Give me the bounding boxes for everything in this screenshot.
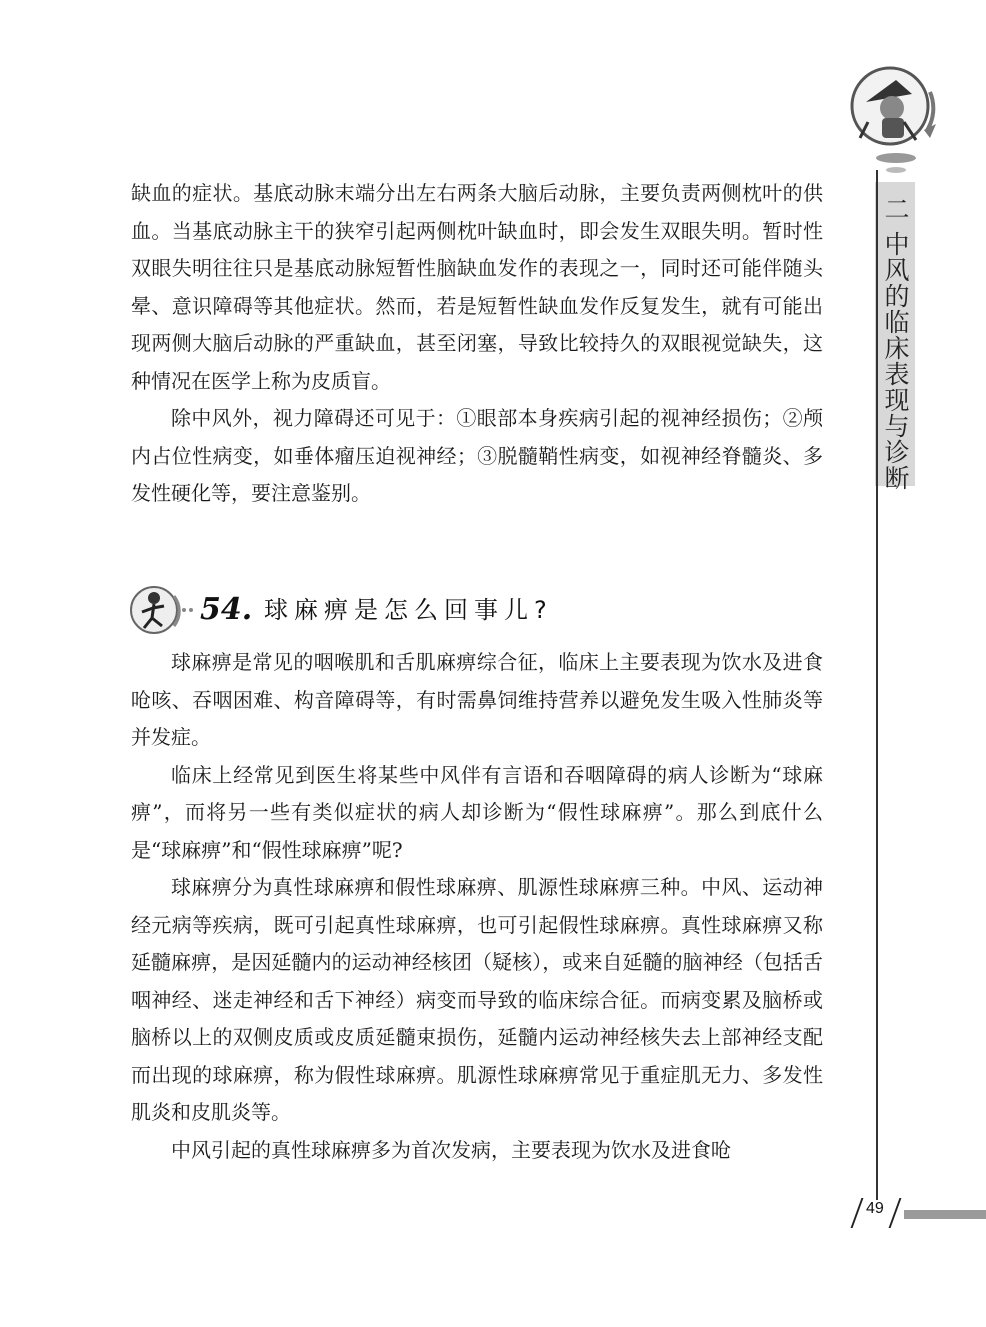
page-number: 49 (866, 1200, 884, 1217)
paragraph: 除中风外，视力障碍还可见于：①眼部本身疾病引起的视神经损伤；②颅内占位性病变，如垂体瘤压迫视神经；③脱髓鞘性病变，如视神经脊髓炎、多发性硬化等，要注意鉴别。 (131, 406, 823, 505)
paragraph: 缺血的症状。基底动脉末端分出左右两条大脑后动脉，主要负责两侧枕叶的供血。当基底动脉主干的狭窄引起两侧枕叶缺血时，即会发生双眼失明。暂时性双眼失明往往只是基底动脉短暂性脑缺血发作的表现之一，同时还可能伴随头晕、意识障碍等其他症状。然而，若是短暂性缺血发作反复发生，就有可能出现两侧大脑后动脉的严重缺血，甚至闭塞，导致比较持久的双眼视觉缺失，这种情况在医学上称为皮质盲。 (131, 181, 823, 393)
paragraph: 临床上经常见到医生将某些中风伴有言语和吞咽障碍的病人诊断为“球麻痹”，而将另一些有类似症状的病人却诊断为“假性球麻痹”。那么到底什么是“球麻痹”和“假性球麻痹”呢? (131, 762, 823, 862)
page-bar (904, 1210, 986, 1219)
paragraph: 中风引起的真性球麻痹多为首次发病，主要表现为饮水及进食呛 (171, 1137, 731, 1162)
section-title: 球麻痹是怎么回事儿? (264, 596, 553, 624)
text-block-bottom (131, 644, 823, 1169)
chapter-label: 二 中风的临床表现与诊断 (881, 196, 910, 491)
cartoon-doctor-logo-icon (846, 62, 948, 176)
section-number: 54. (200, 592, 253, 627)
section-heading (128, 582, 728, 638)
slash-left (851, 1198, 864, 1228)
paragraph: 球麻痹是常见的咽喉肌和舌肌麻痹综合征，临床上主要表现为饮水及进食呛咳、吞咽困难、构音障碍等，有时需鼻饲维持营养以避免发生吸入性肺炎等并发症。 (131, 650, 823, 749)
cartoon-runner-icon (128, 582, 198, 638)
slash-right (889, 1198, 902, 1228)
paragraph: 球麻痹分为真性球麻痹和假性球麻痹、肌源性球麻痹三种。中风、运动神经元病等疾病，既可引起真性球麻痹，也可引起假性球麻痹。真性球麻痹又称延髓麻痹，是因延髓内的运动神经核团（疑核），或来自延髓的脑神经（包括舌咽神经、迷走神经和舌下神经）病变而导致的临床综合征。而病变累及脑桥或脑桥以上的双侧皮质或皮质延髓束损伤，延髓内运动神经核失去上部神经支配而出现的球麻痹，称为假性球麻痹。肌源性球麻痹常见于重症肌无力、多发性肌炎和皮肌炎等。 (131, 875, 823, 1124)
text-block-top (131, 175, 823, 513)
margin-rule (876, 170, 878, 1200)
page-footer (852, 1196, 986, 1232)
